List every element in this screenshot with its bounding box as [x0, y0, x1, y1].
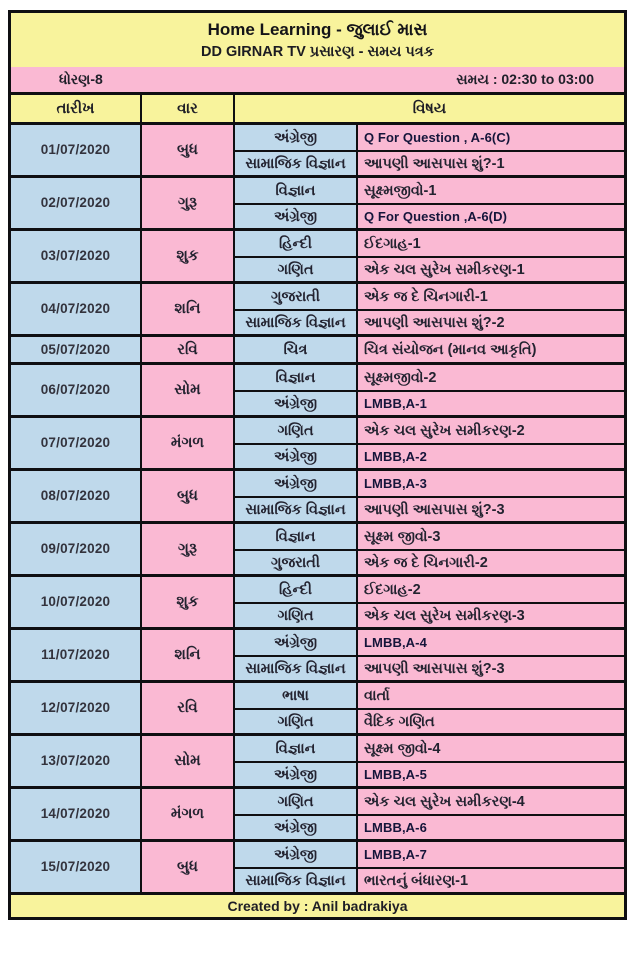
- subtitle: DD GIRNAR TV પ્રસારણ - સમય પત્રક: [201, 44, 434, 60]
- date-cell: 02/07/2020: [11, 178, 140, 228]
- page-title-gu: - જુલાઈ માસ: [331, 20, 428, 39]
- day-cell: ગુરૂ: [140, 524, 233, 574]
- topic-cell: એક ચલ સુરેખ સમીકરણ-3: [356, 602, 624, 627]
- schedule-group: [11, 733, 624, 786]
- date-cell: 15/07/2020: [11, 842, 140, 892]
- topic-cell: Q For Question ,A-6(D): [356, 203, 624, 228]
- schedule-group: [11, 574, 624, 627]
- topic-cell: એક ચલ સુરેખ સમીકરણ-1: [356, 256, 624, 281]
- date-cell: 08/07/2020: [11, 471, 140, 521]
- subject-cell: અંગ્રેજી: [233, 630, 356, 655]
- standard-time-band: [11, 67, 624, 95]
- day-cell: મંગળ: [140, 789, 233, 839]
- day-cell: રવિ: [140, 683, 233, 733]
- time-label-word: સમય: [456, 71, 489, 87]
- subject-cell: સામાજિક વિજ્ઞાન: [233, 150, 356, 175]
- date-cell: 05/07/2020: [11, 337, 140, 362]
- subject-cell: વિજ્ઞાન: [233, 524, 356, 549]
- topic-cell: LMBB,A-2: [356, 443, 624, 468]
- topic-cell: LMBB,A-4: [356, 630, 624, 655]
- date-cell: 12/07/2020: [11, 683, 140, 733]
- date-cell: 11/07/2020: [11, 630, 140, 680]
- day-cell: શુક: [140, 231, 233, 281]
- topic-cell: ઈદગાહ-1: [356, 231, 624, 256]
- topic-cell: LMBB,A-7: [356, 842, 624, 867]
- schedule-group: [11, 468, 624, 521]
- topic-cell: LMBB,A-6: [356, 814, 624, 839]
- topic-cell: ચિત્ર સંયોજન (માનવ આકૃતિ): [356, 337, 624, 362]
- topic-cell: એક ચલ સુરેખ સમીકરણ-4: [356, 789, 624, 814]
- timetable-sheet: [8, 10, 627, 920]
- schedule-group: [11, 521, 624, 574]
- schedule-group: [11, 680, 624, 733]
- schedule-group: [11, 839, 624, 892]
- subject-cell: ગણિત: [233, 418, 356, 443]
- subject-cell: ગણિત: [233, 708, 356, 733]
- topic-cell: આપણી આસપાસ શું?-3: [356, 496, 624, 521]
- topic-cell: સૂક્ષ્મજીવો-2: [356, 365, 624, 390]
- schedule-group: [11, 627, 624, 680]
- date-cell: 10/07/2020: [11, 577, 140, 627]
- subject-cell: અંગ્રેજી: [233, 125, 356, 150]
- day-cell: સોમ: [140, 365, 233, 415]
- topic-cell: વાર્તા: [356, 683, 624, 708]
- topic-cell: LMBB,A-5: [356, 761, 624, 786]
- schedule-group: [11, 334, 624, 362]
- schedule-group: [11, 228, 624, 281]
- standard-label: ધોરણ-8: [59, 71, 103, 87]
- schedule-group: [11, 415, 624, 468]
- subject-cell: વિજ્ઞાન: [233, 736, 356, 761]
- subject-cell: ગુજરાતી: [233, 284, 356, 309]
- subject-cell: હિન્દી: [233, 231, 356, 256]
- subject-cell: ગણિત: [233, 789, 356, 814]
- topic-cell: આપણી આસપાસ શું?-3: [356, 655, 624, 680]
- subject-cell: અંગ્રેજી: [233, 761, 356, 786]
- subject-cell: અંગ્રેજી: [233, 443, 356, 468]
- subject-cell: ગણિત: [233, 602, 356, 627]
- col-header-subject: વિષય: [233, 95, 624, 122]
- topic-cell: Q For Question , A-6(C): [356, 125, 624, 150]
- topic-cell: આપણી આસપાસ શું?-1: [356, 150, 624, 175]
- topic-cell: એક જ દે ચિનગારી-2: [356, 549, 624, 574]
- page-title-en: Home Learning: [207, 20, 332, 39]
- schedule-group: [11, 786, 624, 839]
- day-cell: શનિ: [140, 284, 233, 334]
- subject-cell: અંગ્રેજી: [233, 814, 356, 839]
- topic-cell: એક જ દે ચિનગારી-1: [356, 284, 624, 309]
- schedule-group: [11, 125, 624, 175]
- topic-cell: સૂક્ષ્મજીવો-1: [356, 178, 624, 203]
- topic-cell: LMBB,A-1: [356, 390, 624, 415]
- schedule-group: [11, 175, 624, 228]
- subject-cell: વિજ્ઞાન: [233, 178, 356, 203]
- date-cell: 06/07/2020: [11, 365, 140, 415]
- day-cell: બુધ: [140, 471, 233, 521]
- subject-cell: ગણિત: [233, 256, 356, 281]
- time-value: : 02:30 to 03:00: [488, 71, 594, 87]
- subject-cell: સામાજિક વિજ્ઞાન: [233, 309, 356, 334]
- col-header-date: તારીખ: [56, 100, 95, 117]
- date-cell: 01/07/2020: [11, 125, 140, 175]
- day-cell: બુધ: [140, 125, 233, 175]
- schedule-body: [11, 125, 624, 892]
- date-cell: 09/07/2020: [11, 524, 140, 574]
- subject-cell: અંગ્રેજી: [233, 203, 356, 228]
- column-header-row: [11, 95, 624, 125]
- topic-cell: ભારતનું બંધારણ-1: [356, 867, 624, 892]
- topic-cell: LMBB,A-3: [356, 471, 624, 496]
- topic-cell: સૂક્ષ્મ જીવો-3: [356, 524, 624, 549]
- title-block: [11, 13, 624, 67]
- footer-credit: Created by : Anil badrakiya: [11, 892, 624, 917]
- day-cell: બુધ: [140, 842, 233, 892]
- subject-cell: સામાજિક વિજ્ઞાન: [233, 867, 356, 892]
- subject-cell: અંગ્રેજી: [233, 842, 356, 867]
- date-cell: 03/07/2020: [11, 231, 140, 281]
- day-cell: શુક: [140, 577, 233, 627]
- date-cell: 14/07/2020: [11, 789, 140, 839]
- topic-cell: ઈદગાહ-2: [356, 577, 624, 602]
- subject-cell: ભાષા: [233, 683, 356, 708]
- subject-cell: ગુજરાતી: [233, 549, 356, 574]
- col-header-day: વાર: [140, 95, 233, 122]
- subject-cell: વિજ્ઞાન: [233, 365, 356, 390]
- subject-cell: હિન્દી: [233, 577, 356, 602]
- topic-cell: સૂક્ષ્મ જીવો-4: [356, 736, 624, 761]
- page-title: [11, 18, 624, 42]
- topic-cell: વૈદિક ગણિત: [356, 708, 624, 733]
- subject-cell: સામાજિક વિજ્ઞાન: [233, 655, 356, 680]
- topic-cell: એક ચલ સુરેખ સમીકરણ-2: [356, 418, 624, 443]
- subject-cell: અંગ્રેજી: [233, 471, 356, 496]
- day-cell: રવિ: [140, 337, 233, 362]
- day-cell: ગુરૂ: [140, 178, 233, 228]
- time-label: [456, 71, 594, 88]
- subject-cell: સામાજિક વિજ્ઞાન: [233, 496, 356, 521]
- subject-cell: અંગ્રેજી: [233, 390, 356, 415]
- day-cell: સોમ: [140, 736, 233, 786]
- schedule-group: [11, 362, 624, 415]
- date-cell: 13/07/2020: [11, 736, 140, 786]
- topic-cell: આપણી આસપાસ શું?-2: [356, 309, 624, 334]
- day-cell: મંગળ: [140, 418, 233, 468]
- day-cell: શનિ: [140, 630, 233, 680]
- schedule-group: [11, 281, 624, 334]
- date-cell: 04/07/2020: [11, 284, 140, 334]
- subject-cell: ચિત્ર: [233, 337, 356, 362]
- date-cell: 07/07/2020: [11, 418, 140, 468]
